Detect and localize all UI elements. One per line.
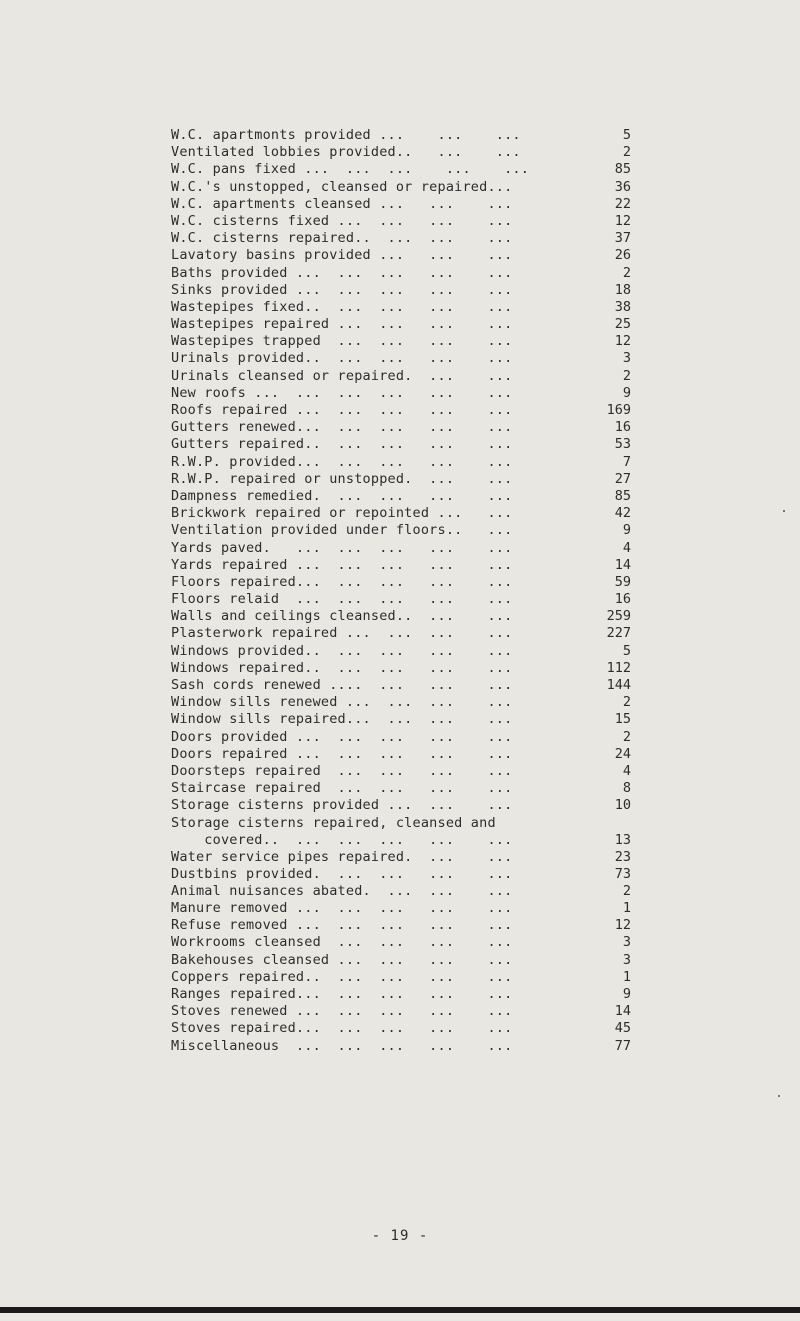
row-label: Ventilation provided under floors.. ... bbox=[171, 522, 513, 539]
row-label: Workrooms cleansed ... ... ... ... bbox=[171, 934, 513, 951]
row-count: 3 bbox=[622, 934, 631, 951]
row-count: 2 bbox=[622, 144, 631, 161]
row-label: Stoves repaired... ... ... ... ... bbox=[171, 1020, 513, 1037]
row-count: 9 bbox=[622, 522, 631, 539]
table-row bbox=[171, 797, 631, 814]
table-row bbox=[171, 419, 631, 436]
row-count: 27 bbox=[614, 470, 631, 487]
row-count: 1 bbox=[622, 968, 631, 985]
table-row bbox=[171, 660, 631, 677]
row-label: Brickwork repaired or repointed ... ... bbox=[171, 505, 513, 522]
row-count: 3 bbox=[622, 350, 631, 367]
row-count: 14 bbox=[614, 556, 631, 573]
row-count: 9 bbox=[622, 986, 631, 1002]
row-count: 36 bbox=[614, 178, 631, 195]
table-row bbox=[171, 333, 631, 350]
table-row bbox=[171, 917, 631, 934]
table-row bbox=[171, 402, 631, 419]
table-row bbox=[171, 385, 631, 402]
row-label: Stoves renewed ... ... ... ... ... bbox=[171, 1003, 513, 1020]
row-label: Miscellaneous ... ... ... ... ... bbox=[171, 1037, 513, 1054]
works-table bbox=[171, 127, 631, 1055]
row-count: 45 bbox=[614, 1020, 631, 1037]
table-row bbox=[171, 625, 631, 642]
table-row bbox=[171, 282, 631, 299]
row-count: 2 bbox=[622, 264, 631, 281]
table-row bbox=[171, 488, 631, 505]
row-count: 85 bbox=[614, 487, 631, 504]
row-count: 3 bbox=[622, 951, 631, 968]
table-row bbox=[171, 247, 631, 264]
row-label: Wastepipes repaired ... ... ... ... bbox=[171, 316, 513, 333]
table-row bbox=[171, 934, 631, 951]
row-count: 85 bbox=[614, 161, 631, 178]
row-label: W.C. apartments cleansed ... ... ... bbox=[171, 195, 513, 212]
row-count: 37 bbox=[614, 230, 631, 247]
row-count: 53 bbox=[614, 436, 631, 453]
table-row bbox=[171, 161, 631, 178]
table-row bbox=[171, 952, 631, 969]
row-count: 22 bbox=[614, 195, 631, 212]
row-label: Yards repaired ... ... ... ... ... bbox=[171, 556, 513, 573]
bottom-border bbox=[0, 1307, 800, 1313]
row-label: Roofs repaired ... ... ... ... ... bbox=[171, 402, 513, 418]
table-row bbox=[171, 711, 631, 728]
row-label: Coppers repaired.. ... ... ... ... bbox=[171, 968, 513, 985]
table-row bbox=[171, 608, 631, 625]
row-count: 13 bbox=[614, 831, 631, 848]
row-count: 16 bbox=[614, 419, 631, 436]
table-row bbox=[171, 1038, 631, 1055]
row-label: Sash cords renewed .... ... ... ... bbox=[171, 677, 513, 693]
row-count: 4 bbox=[622, 762, 631, 779]
row-label: Doors provided ... ... ... ... ... bbox=[171, 728, 513, 745]
table-row bbox=[171, 144, 631, 161]
row-count: 2 bbox=[622, 882, 631, 899]
row-label: Floors relaid ... ... ... ... ... bbox=[171, 591, 513, 608]
row-label: Ventilated lobbies provided.. ... ... bbox=[171, 144, 521, 161]
table-row bbox=[171, 900, 631, 917]
row-label: Urinals cleansed or repaired. ... ... bbox=[171, 367, 513, 384]
row-count: 2 bbox=[622, 728, 631, 745]
table-row bbox=[171, 522, 631, 539]
row-label: W.C. apartmonts provided ... ... ... bbox=[171, 127, 521, 143]
page-number: - 19 - bbox=[371, 1228, 429, 1244]
row-label: Wastepipes fixed.. ... ... ... ... bbox=[171, 298, 513, 315]
row-label: Storage cisterns repaired, cleansed and covered.. ... ... ... ... ... bbox=[171, 814, 513, 848]
row-count: 2 bbox=[622, 694, 631, 711]
table-row bbox=[171, 505, 631, 522]
row-label: Bakehouses cleansed ... ... ... ... bbox=[171, 951, 513, 968]
table-row bbox=[171, 265, 631, 282]
row-count: 12 bbox=[614, 917, 631, 934]
row-label: Gutters renewed... ... ... ... ... bbox=[171, 419, 513, 436]
row-count: 5 bbox=[622, 642, 631, 659]
row-count: 259 bbox=[606, 608, 631, 625]
row-label: Floors repaired... ... ... ... ... bbox=[171, 573, 513, 590]
table-row bbox=[171, 299, 631, 316]
table-row bbox=[171, 763, 631, 780]
table-row bbox=[171, 780, 631, 797]
row-count: 23 bbox=[614, 848, 631, 865]
row-label: R.W.P. repaired or unstopped. ... ... bbox=[171, 470, 513, 487]
row-count: 59 bbox=[614, 573, 631, 590]
row-label: Manure removed ... ... ... ... ... bbox=[171, 900, 513, 917]
row-count: 15 bbox=[614, 711, 631, 728]
table-row bbox=[171, 1020, 631, 1037]
row-label: Sinks provided ... ... ... ... ... bbox=[171, 281, 513, 298]
row-label: Gutters repaired.. ... ... ... ... bbox=[171, 436, 513, 453]
row-count: 2 bbox=[622, 367, 631, 384]
row-count: 8 bbox=[622, 780, 631, 797]
row-label: W.C. pans fixed ... ... ... ... ... bbox=[171, 161, 530, 178]
table-row bbox=[171, 1003, 631, 1020]
row-label: Windows repaired.. ... ... ... ... bbox=[171, 659, 513, 676]
table-row bbox=[171, 574, 631, 591]
row-count: 12 bbox=[614, 212, 631, 229]
row-count: 9 bbox=[622, 384, 631, 401]
row-count: 112 bbox=[606, 659, 631, 676]
row-count: 42 bbox=[614, 505, 631, 522]
table-row bbox=[171, 849, 631, 866]
row-count: 12 bbox=[614, 333, 631, 350]
table-row bbox=[171, 643, 631, 660]
table-row bbox=[171, 677, 631, 694]
table-row bbox=[171, 557, 631, 574]
row-count: 7 bbox=[622, 453, 631, 470]
row-label: R.W.P. provided... ... ... ... ... bbox=[171, 453, 513, 470]
table-row bbox=[171, 746, 631, 763]
row-label: Dampness remedied. ... ... ... ... bbox=[171, 487, 513, 504]
paper-speck bbox=[778, 1095, 780, 1097]
table-row bbox=[171, 986, 631, 1003]
table-row bbox=[171, 230, 631, 247]
table-row bbox=[171, 368, 631, 385]
row-count: 73 bbox=[614, 865, 631, 882]
table-row bbox=[171, 591, 631, 608]
row-label: W.C. cisterns repaired.. ... ... ... bbox=[171, 230, 513, 247]
table-row bbox=[171, 350, 631, 367]
row-label: Window sills renewed ... ... ... ... bbox=[171, 694, 513, 711]
row-label: Doors repaired ... ... ... ... ... bbox=[171, 745, 513, 762]
row-label: W.C. cisterns fixed ... ... ... ... bbox=[171, 212, 513, 229]
row-count: 26 bbox=[614, 247, 631, 264]
table-row bbox=[171, 694, 631, 711]
row-count: 144 bbox=[606, 677, 631, 693]
table-row bbox=[171, 471, 631, 488]
row-label: W.C.'s unstopped, cleansed or repaired... bbox=[171, 178, 513, 195]
row-label: Walls and ceilings cleansed.. ... ... bbox=[171, 608, 513, 625]
row-label: Doorsteps repaired ... ... ... ... bbox=[171, 762, 513, 779]
table-row bbox=[171, 454, 631, 471]
table-row bbox=[171, 196, 631, 213]
row-count: 227 bbox=[606, 625, 631, 642]
row-label: Windows provided.. ... ... ... ... bbox=[171, 642, 513, 659]
row-count: 14 bbox=[614, 1003, 631, 1020]
table-row bbox=[171, 969, 631, 986]
table-row bbox=[171, 436, 631, 453]
table-row bbox=[171, 179, 631, 196]
row-label: Wastepipes trapped ... ... ... ... bbox=[171, 333, 513, 350]
table-row bbox=[171, 866, 631, 883]
row-label: Water service pipes repaired. ... ... bbox=[171, 848, 513, 865]
row-count: 38 bbox=[614, 298, 631, 315]
table-row bbox=[171, 729, 631, 746]
row-count: 77 bbox=[614, 1037, 631, 1054]
row-label: Storage cisterns provided ... ... ... bbox=[171, 797, 513, 814]
table-row bbox=[171, 540, 631, 557]
row-label: Window sills repaired... ... ... ... bbox=[171, 711, 513, 728]
row-label: Plasterwork repaired ... ... ... ... bbox=[171, 625, 513, 642]
row-label: Animal nuisances abated. ... ... ... bbox=[171, 882, 513, 899]
row-count: 18 bbox=[614, 281, 631, 298]
row-count: 10 bbox=[614, 797, 631, 814]
row-label: Refuse removed ... ... ... ... ... bbox=[171, 917, 513, 934]
row-label: New roofs ... ... ... ... ... ... bbox=[171, 384, 513, 401]
row-count: 169 bbox=[606, 402, 631, 418]
table-row bbox=[171, 213, 631, 230]
row-count: 25 bbox=[614, 316, 631, 333]
row-count: 16 bbox=[614, 591, 631, 608]
table-row bbox=[171, 127, 631, 144]
table-row bbox=[171, 316, 631, 333]
row-label: Urinals provided.. ... ... ... ... bbox=[171, 350, 513, 367]
row-count: 4 bbox=[622, 539, 631, 556]
row-label: Yards paved. ... ... ... ... ... bbox=[171, 539, 513, 556]
row-label: Lavatory basins provided ... ... ... bbox=[171, 247, 513, 264]
table-row bbox=[171, 815, 631, 849]
row-label: Baths provided ... ... ... ... ... bbox=[171, 264, 513, 281]
row-count: 1 bbox=[622, 900, 631, 917]
row-label: Staircase repaired ... ... ... ... bbox=[171, 780, 513, 797]
row-count: 24 bbox=[614, 745, 631, 762]
row-count: 5 bbox=[622, 127, 631, 143]
row-label: Ranges repaired... ... ... ... ... bbox=[171, 986, 513, 1002]
row-label: Dustbins provided. ... ... ... ... bbox=[171, 865, 513, 882]
table-row bbox=[171, 883, 631, 900]
paper-speck bbox=[783, 510, 785, 512]
